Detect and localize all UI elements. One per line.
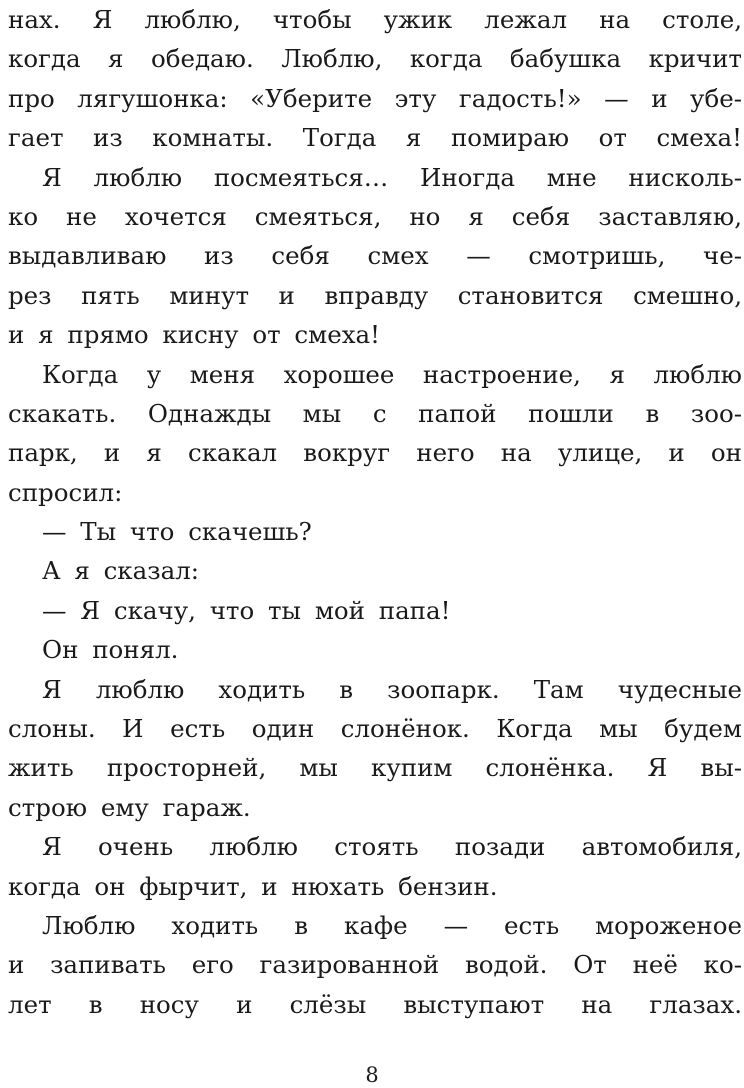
text-line: и запивать его газированной водой. От неё ко- bbox=[8, 950, 742, 980]
text-line: выдавливаю из себя смех — смотришь, че- bbox=[8, 241, 742, 271]
text-line: Он понял. bbox=[42, 635, 179, 665]
text-line: когда я обедаю. Люблю, когда бабушка кричит bbox=[8, 44, 742, 74]
text-line: строю ему гараж. bbox=[8, 792, 251, 822]
body-text bbox=[8, 0, 742, 1024]
text-line: — Я скачу, что ты мой папа! bbox=[42, 595, 451, 625]
text-line: про лягушонка: «Уберите эту гадость!» — и убе- bbox=[8, 83, 742, 113]
text-line: парк, и я скакал вокруг него на улице, и он bbox=[8, 438, 742, 468]
text-line: слоны. И есть один слонёнок. Когда мы будем bbox=[8, 714, 742, 744]
text-line: Люблю ходить в кафе — есть мороженое bbox=[42, 910, 742, 940]
text-line: рез пять минут и вправду становится смешно, bbox=[8, 280, 742, 310]
text-line: Я люблю посмеяться… Иногда мне нисколь- bbox=[42, 162, 742, 192]
text-line: лет в носу и слёзы выступают на глазах. bbox=[8, 989, 742, 1019]
text-line: Когда у меня хорошее настроение, я люблю bbox=[42, 359, 742, 389]
page-number: 8 bbox=[365, 1063, 379, 1087]
text-line: А я сказал: bbox=[42, 556, 200, 586]
text-line: Я очень люблю стоять позади автомобиля, bbox=[42, 832, 742, 862]
text-line: скакать. Однажды мы с папой пошли в зоо- bbox=[8, 398, 742, 428]
text-line: Я люблю ходить в зоопарк. Там чудесные bbox=[42, 674, 742, 704]
text-line: и я прямо кисну от смеха! bbox=[8, 320, 380, 350]
text-line: жить просторней, мы купим слонёнка. Я вы- bbox=[8, 753, 742, 783]
text-line: когда он фырчит, и нюхать бензин. bbox=[8, 871, 498, 901]
text-line: нах. Я люблю, чтобы ужик лежал на столе, bbox=[8, 5, 742, 34]
text-line: гает из комнаты. Тогда я помираю от смеха! bbox=[8, 123, 742, 153]
text-line: ко не хочется смеяться, но я себя заставляю, bbox=[8, 201, 742, 231]
text-line: — Ты что скачешь? bbox=[42, 517, 312, 547]
text-line: спросил: bbox=[8, 477, 123, 507]
